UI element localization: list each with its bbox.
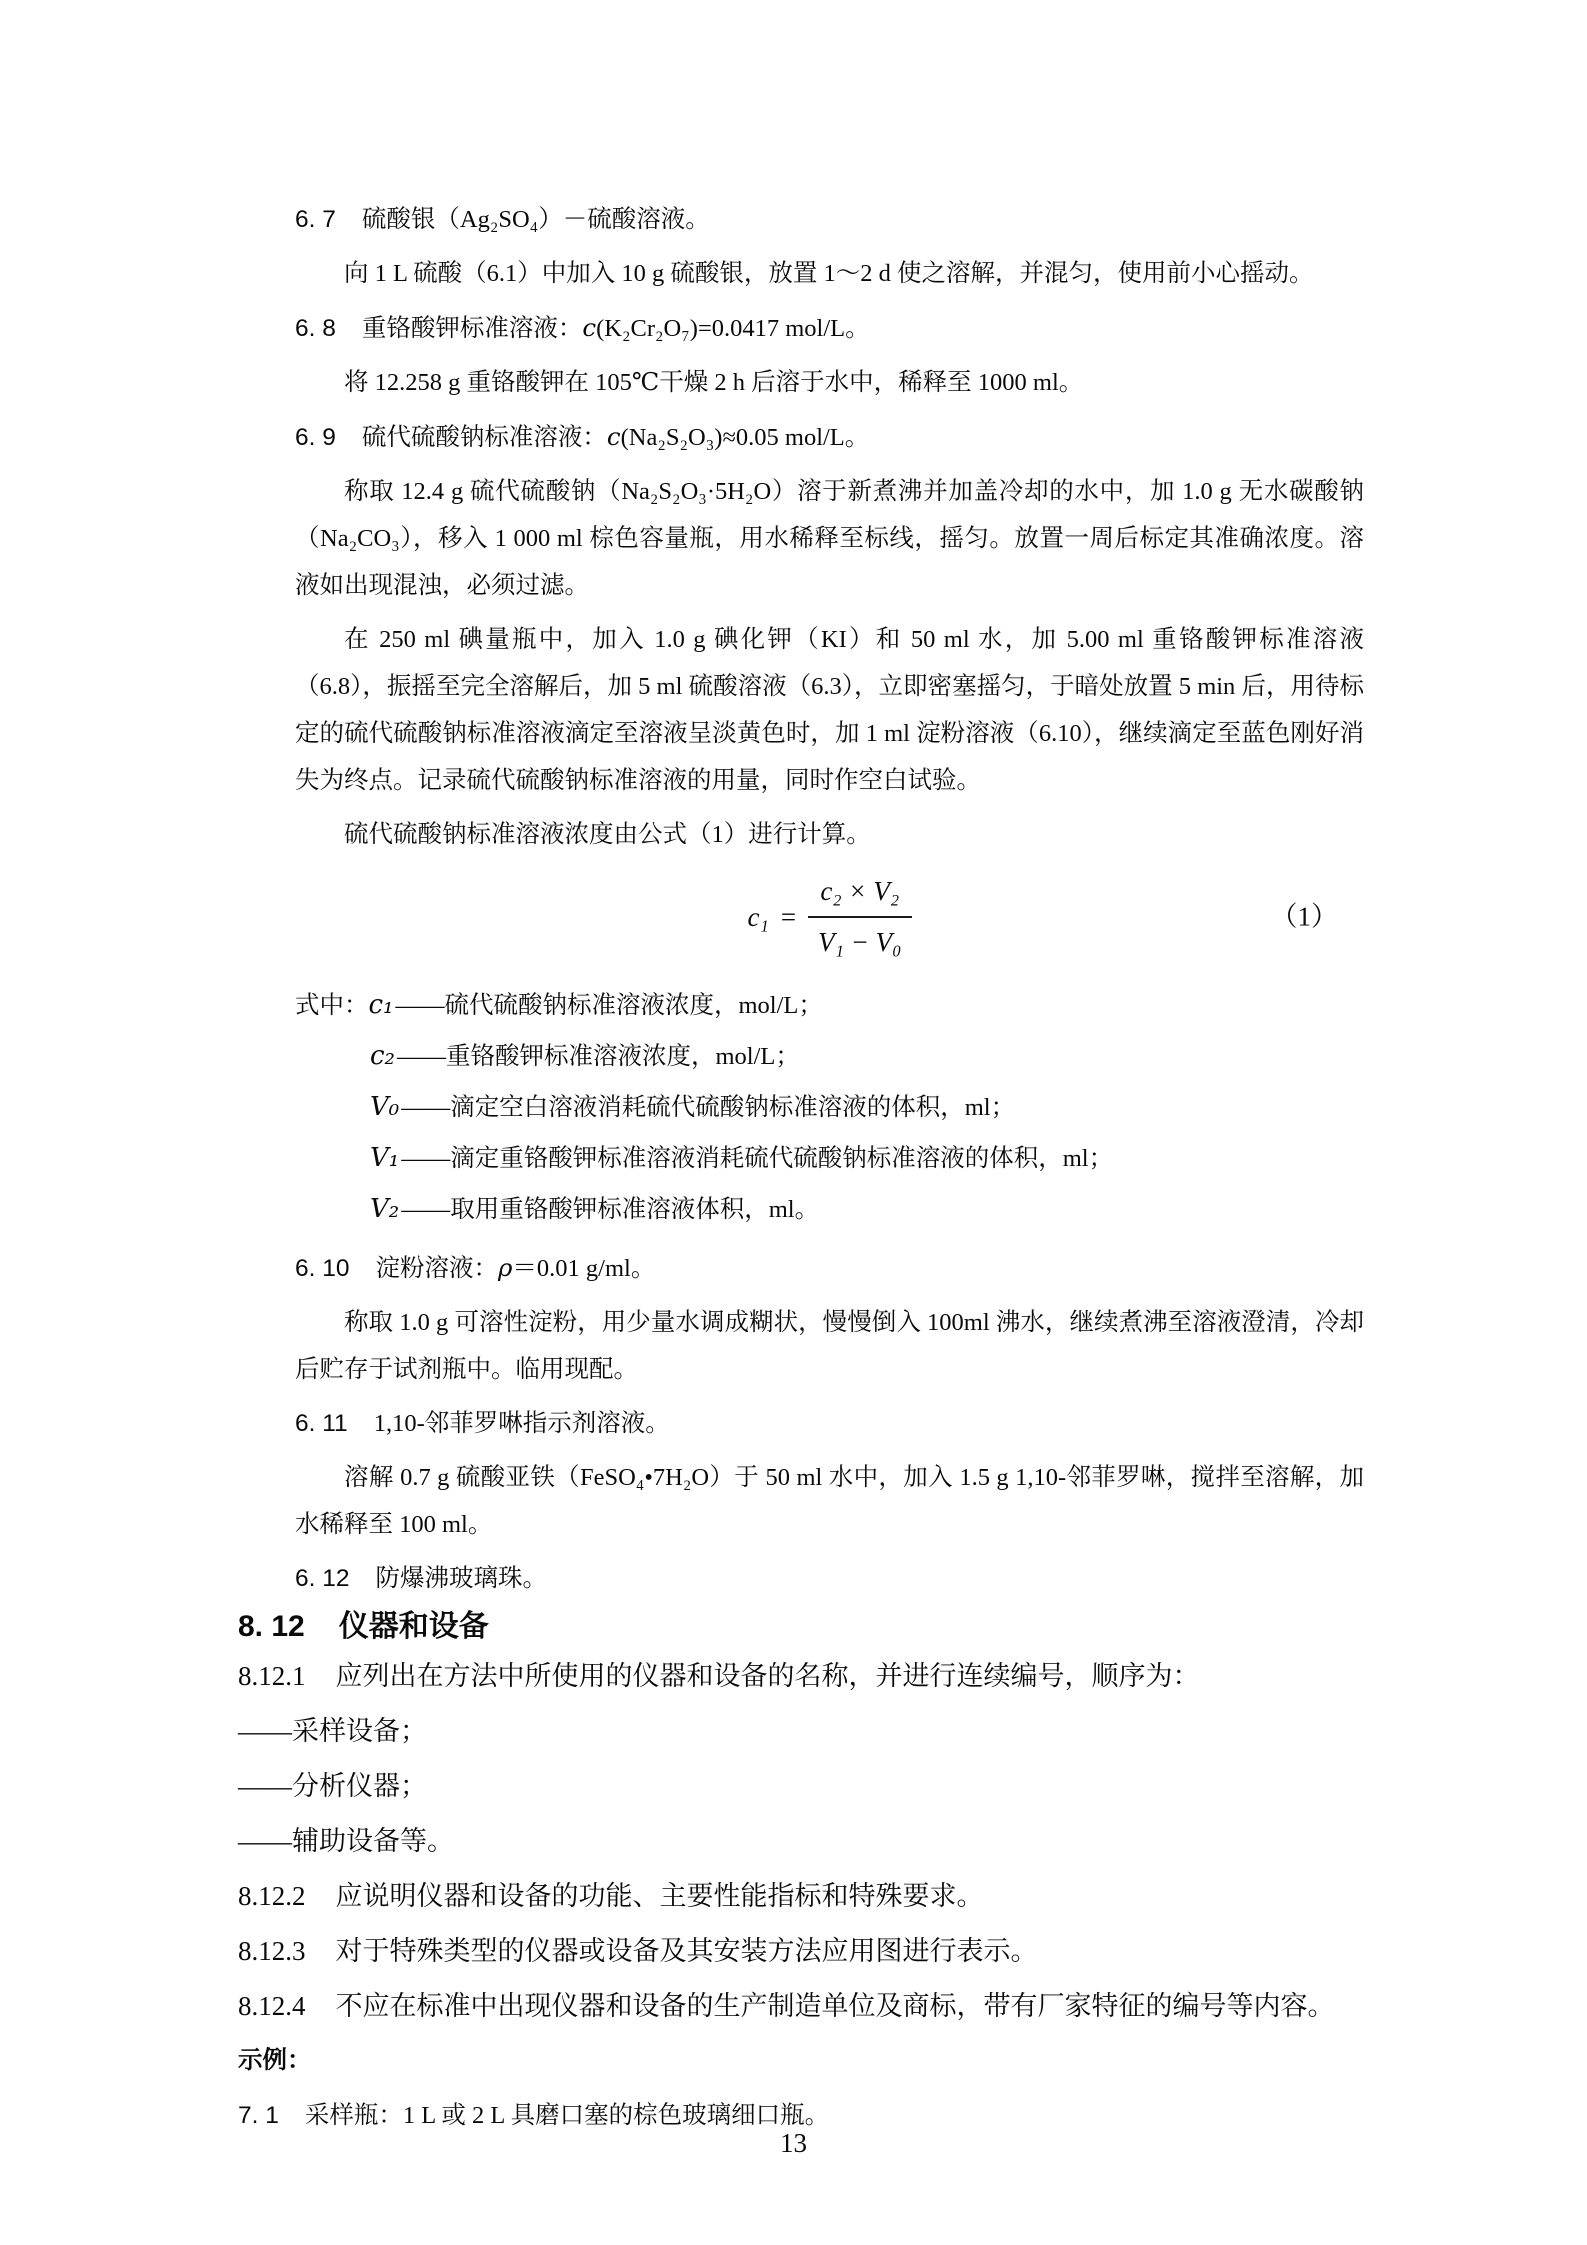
fraction-numerator: c₂ × V₂ — [808, 874, 911, 918]
clause-6-12 — [295, 1555, 1364, 1602]
clause-6-10 — [295, 1244, 1364, 1292]
definition-v2: ——取用重铬酸钾标准溶液体积，ml。 — [401, 1196, 820, 1224]
equation-1-row — [295, 874, 1364, 960]
clause-6-8-title: 重铬酸钾标准溶液： — [361, 315, 583, 342]
clause-7-1-text: 采样瓶：1 L 或 2 L 具磨口塞的棕色玻璃细口瓶。 — [304, 2102, 830, 2130]
clause-6-8-number: 6. 8 — [295, 315, 336, 342]
clause-6-7-number: 6. 7 — [295, 206, 336, 233]
clause-7-1-number: 7. 1 — [238, 2102, 279, 2130]
clause-8-12-1 — [238, 1652, 1364, 1700]
symbol-c1: c₁ — [368, 990, 394, 1021]
section-8-12-title: 仪器和设备 — [338, 1610, 489, 1644]
definition-c2: ——重铬酸钾标准溶液浓度，mol/L； — [396, 1043, 800, 1071]
clause-6-11-paragraph: 溶解 0.7 g 硫酸亚铁（FeSO₄•7H₂O）于 50 ml 水中，加入 1.5 g 1,10-邻菲罗啉，搅拌至溶解，加水稀释至 100 ml。 — [295, 1464, 1364, 1539]
definition-v1: ——滴定重铬酸钾标准溶液消耗硫代硫酸钠标准溶液的体积，ml； — [401, 1145, 1114, 1173]
clause-6-9-title: 硫代硫酸钠标准溶液： — [361, 424, 607, 451]
symbol-c2: c₂ — [370, 1041, 395, 1072]
clause-8-12-1-number: 8.12.1 — [238, 1661, 306, 1692]
clause-6-10-number: 6. 10 — [295, 1255, 350, 1283]
clause-6-9-paragraph-3: 硫代硫酸钠标准溶液浓度由公式（1）进行计算。 — [344, 821, 871, 848]
clause-6-9-paragraph-2: 在 250 ml 碘量瓶中，加入 1.0 g 碘化钾（KI）和 50 ml 水，加 5.00 ml 重铬酸钾标准溶液（6.8），振摇至完全溶解后，加 5 ml 硫酸溶液（6.3），立即密塞摇匀，于暗处放置 5 min 后，用待标定的硫代硫酸钠标准溶液滴定至溶液呈淡黄色时，加 1 ml 淀粉溶液（6.10），继续滴定至蓝色刚好消失为终点。记录硫代硫酸钠标准溶液的用量，同时作空白试验。 — [295, 626, 1364, 794]
where-label: 式中： — [295, 992, 369, 1020]
equation-lhs: c₁ — [747, 901, 769, 932]
list-item-auxiliary-equipment: ——辅助设备等。 — [238, 1826, 454, 1857]
clause-8-12-1-text: 应列出在方法中所使用的仪器和设备的名称，并进行连续编号，顺序为： — [335, 1661, 1200, 1692]
equation-1 — [747, 874, 911, 960]
clause-6-10-paragraph: 称取 1.0 g 可溶性淀粉，用少量水调成糊状，慢慢倒入 100ml 沸水，继续煮沸至溶液澄清，冷却后贮存于试剂瓶中。临用现配。 — [295, 1309, 1364, 1384]
clause-8-12-2 — [238, 1872, 1364, 1920]
page-content — [238, 196, 1364, 2146]
definition-c1: ——硫代硫酸钠标准溶液浓度，mol/L； — [395, 992, 823, 1020]
clause-8-12-3 — [238, 1927, 1364, 1975]
clause-8-12-2-text: 应说明仪器和设备的功能、主要性能指标和特殊要求。 — [335, 1881, 984, 1912]
clause-6-7-title: 硫酸银（Ag₂SO₄）－硫酸溶液。 — [361, 206, 710, 233]
concentration-symbol: c — [606, 422, 621, 451]
symbol-v1: V₁ — [370, 1143, 400, 1174]
where-line-v2 — [295, 1184, 1364, 1235]
clause-6-8 — [295, 304, 1364, 352]
page-number: 13 — [780, 2128, 807, 2158]
section-8-12-block — [238, 1609, 1364, 2139]
clause-6-8-paragraph: 将 12.258 g 重铬酸钾在 105℃干燥 2 h 后溶于水中，稀释至 1000 ml。 — [344, 369, 1084, 396]
equation-fraction — [808, 874, 911, 960]
clause-8-12-3-text: 对于特殊类型的仪器或设备及其安装方法应用图进行表示。 — [335, 1936, 1038, 1967]
definition-v0: ——滴定空白溶液消耗硫代硫酸钠标准溶液的体积，ml； — [401, 1094, 1016, 1122]
clause-6-12-title: 防爆沸玻璃珠。 — [375, 1565, 547, 1593]
list-item-sampling-equipment: ——采样设备； — [238, 1716, 427, 1747]
clause-6-7-paragraph: 向 1 L 硫酸（6.1）中加入 10 g 硫酸银，放置 1～2 d 使之溶解，并混匀，使用前小心摇动。 — [344, 260, 1314, 287]
clause-8-12-4 — [238, 1982, 1364, 2030]
clause-6-11 — [295, 1400, 1364, 1447]
clause-6-9 — [295, 413, 1364, 461]
clause-6-7 — [295, 196, 1364, 243]
clause-6-9-formula: (Na₂S₂O₃)≈0.05 mol/L。 — [620, 424, 870, 451]
clause-6-9-paragraph-1: 称取 12.4 g 硫代硫酸钠（Na₂S₂O₃·5H₂O）溶于新煮沸并加盖冷却的水中，加 1.0 g 无水碳酸钠（Na₂CO₃），移入 1 000 ml 棕色容量瓶，用水稀释至标线，摇匀。放置一周后标定其准确浓度。溶液如出现混浊，必须过滤。 — [295, 478, 1364, 599]
clause-8-12-2-number: 8.12.2 — [238, 1881, 306, 1912]
clause-8-12-4-number: 8.12.4 — [238, 1991, 306, 2022]
concentration-symbol: c — [582, 313, 597, 342]
symbol-v2: V₂ — [370, 1194, 400, 1225]
rho-symbol: ρ — [498, 1253, 513, 1283]
clause-6-11-number: 6. 11 — [295, 1410, 348, 1438]
equation-number: （1） — [1270, 901, 1338, 932]
clause-8-12-3-number: 8.12.3 — [238, 1936, 306, 1967]
clause-6-9-number: 6. 9 — [295, 424, 336, 451]
where-line-c1 — [295, 980, 1364, 1031]
symbol-v0: V₀ — [370, 1092, 400, 1123]
example-reagents-block — [295, 196, 1364, 1602]
fraction-denominator: V₁ − V₀ — [818, 927, 902, 958]
clause-6-10-formula: ＝0.01 g/ml。 — [512, 1255, 656, 1283]
example-label: 示例： — [238, 2047, 312, 2075]
section-8-12-number: 8. 12 — [238, 1610, 305, 1644]
clause-6-12-number: 6. 12 — [295, 1565, 350, 1593]
symbol-definitions — [295, 980, 1364, 1235]
clause-8-12-4-text: 不应在标准中出现仪器和设备的生产制造单位及商标，带有厂家特征的编号等内容。 — [335, 1991, 1335, 2022]
clause-6-11-title: 1,10-邻菲罗啉指示剂溶液。 — [373, 1410, 670, 1438]
list-item-analysis-instruments: ——分析仪器； — [238, 1771, 427, 1802]
where-line-c2 — [295, 1031, 1364, 1082]
where-line-v0 — [295, 1082, 1364, 1133]
section-heading-8-12 — [238, 1609, 1364, 1645]
clause-6-8-formula: (K₂Cr₂O₇)=0.0417 mol/L。 — [596, 315, 870, 342]
clause-6-10-title: 淀粉溶液： — [375, 1255, 498, 1283]
equals-sign: = — [780, 901, 797, 932]
where-line-v1 — [295, 1133, 1364, 1184]
